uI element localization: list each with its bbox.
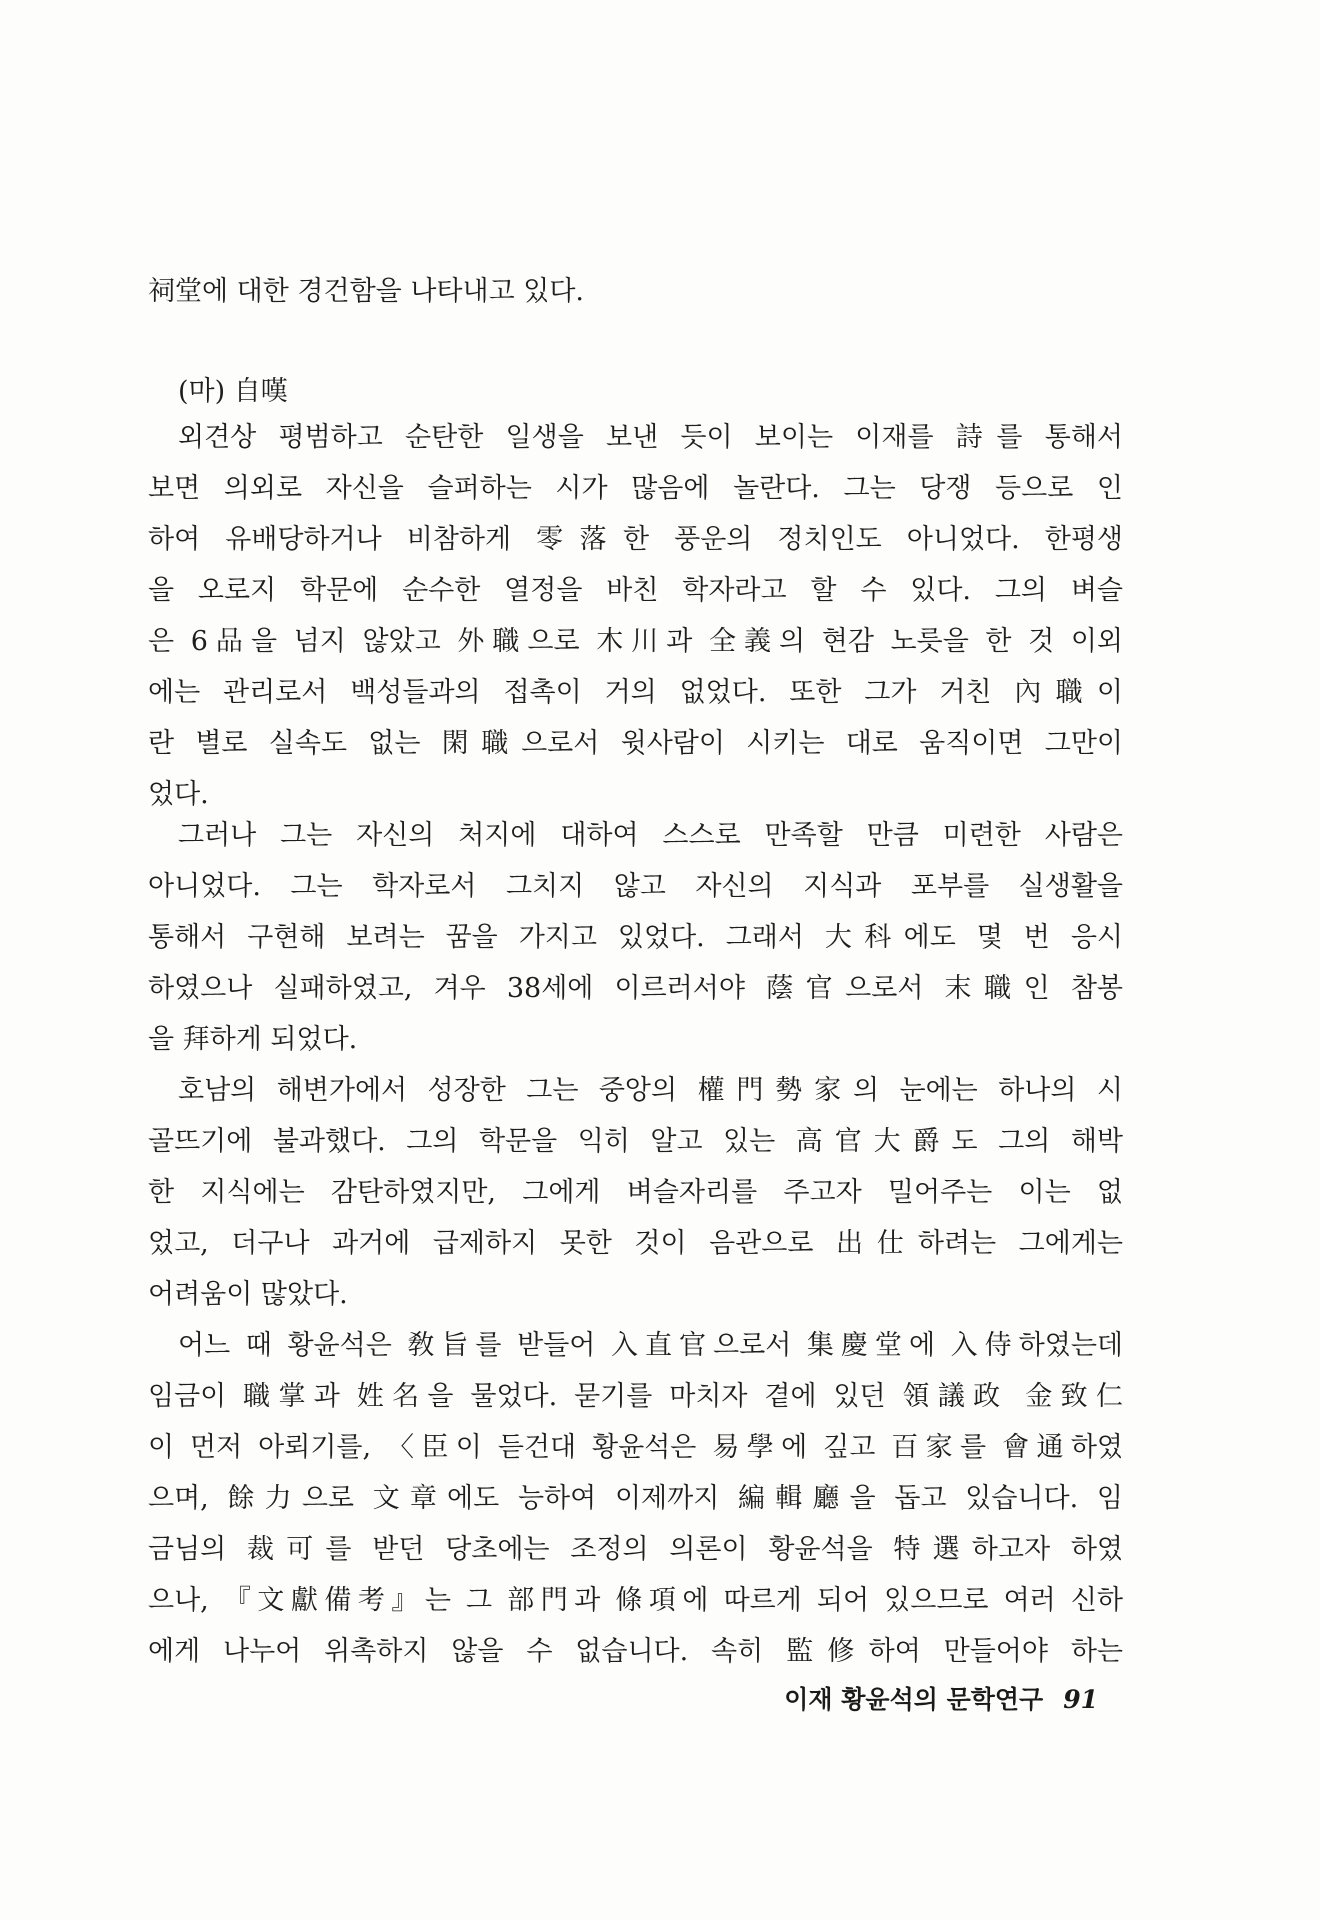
body-line: 이 먼저 아뢰기를, 〈臣이 듣건대 황윤석은 易學에 깊고 百家를 會通하였 (148, 1432, 1123, 1463)
body-line: 그러나 그는 자신의 처지에 대하여 스스로 만족할 만큼 미련한 사람은 (178, 820, 1123, 851)
body-line: 외견상 평범하고 순탄한 일생을 보낸 듯이 보이는 이재를 詩를 통해서 (178, 422, 1123, 453)
body-line: 에게 나누어 위촉하지 않을 수 없습니다. 속히 監修하여 만들어야 하는 (148, 1636, 1123, 1667)
body-line: 었고, 더구나 과거에 급제하지 못한 것이 음관으로 出仕하려는 그에게는 (148, 1228, 1123, 1259)
section-heading: (마) 自嘆 (178, 376, 288, 407)
body-line: 하여 유배당하거나 비참하게 零落한 풍운의 정치인도 아니었다. 한평생 (148, 524, 1123, 555)
page-number: 91 (1063, 1685, 1098, 1714)
body-line: 하였으나 실패하였고, 겨우 38세에 이르러서야 蔭官으로서 末職인 참봉 (148, 973, 1123, 1004)
body-line: 에는 관리로서 백성들과의 접촉이 거의 없었다. 또한 그가 거친 內職이 (148, 677, 1123, 708)
body-line: 으며, 餘力으로 文章에도 능하여 이제까지 編輯廳을 돕고 있습니다. 임 (148, 1483, 1123, 1514)
body-line: 어느 때 황윤석은 敎旨를 받들어 入直官으로서 集慶堂에 入侍하였는데 (178, 1330, 1123, 1361)
body-line: 었다. (148, 779, 209, 810)
body-line: 으나, 『文獻備考』는 그 部門과 條項에 따르게 되어 있으므로 여러 신하 (148, 1585, 1123, 1616)
body-line: 한 지식에는 감탄하였지만, 그에게 벼슬자리를 주고자 밀어주는 이는 없 (148, 1177, 1123, 1208)
body-line: 祠堂에 대한 경건함을 나타내고 있다. (148, 276, 584, 307)
body-line: 보면 의외로 자신을 슬퍼하는 시가 많음에 놀란다. 그는 당쟁 등으로 인 (148, 473, 1123, 504)
body-line: 란 별로 실속도 없는 閑職으로서 윗사람이 시키는 대로 움직이면 그만이 (148, 728, 1123, 759)
body-line: 을 拜하게 되었다. (148, 1024, 358, 1055)
body-line: 통해서 구현해 보려는 꿈을 가지고 있었다. 그래서 大科에도 몇 번 응시 (148, 922, 1123, 953)
body-line: 을 오로지 학문에 순수한 열정을 바친 학자라고 할 수 있다. 그의 벼슬 (148, 575, 1123, 606)
page-footer (784, 1680, 1098, 1716)
body-line: 은 6品을 넘지 않았고 外職으로 木川과 全義의 현감 노릇을 한 것 이외 (148, 626, 1123, 657)
body-line: 호남의 해변가에서 성장한 그는 중앙의 權門勢家의 눈에는 하나의 시 (178, 1075, 1123, 1106)
running-title: 이재 황윤석의 문학연구 (784, 1685, 1044, 1714)
body-line: 금님의 裁可를 받던 당초에는 조정의 의론이 황윤석을 特選하고자 하였 (148, 1534, 1123, 1565)
body-line: 임금이 職掌과 姓名을 물었다. 묻기를 마치자 곁에 있던 領議政 金致仁 (148, 1381, 1123, 1412)
body-line: 어려움이 많았다. (148, 1279, 348, 1310)
body-line: 골뜨기에 불과했다. 그의 학문을 익히 알고 있는 高官大爵도 그의 해박 (148, 1126, 1123, 1157)
body-line: 아니었다. 그는 학자로서 그치지 않고 자신의 지식과 포부를 실생활을 (148, 871, 1123, 902)
